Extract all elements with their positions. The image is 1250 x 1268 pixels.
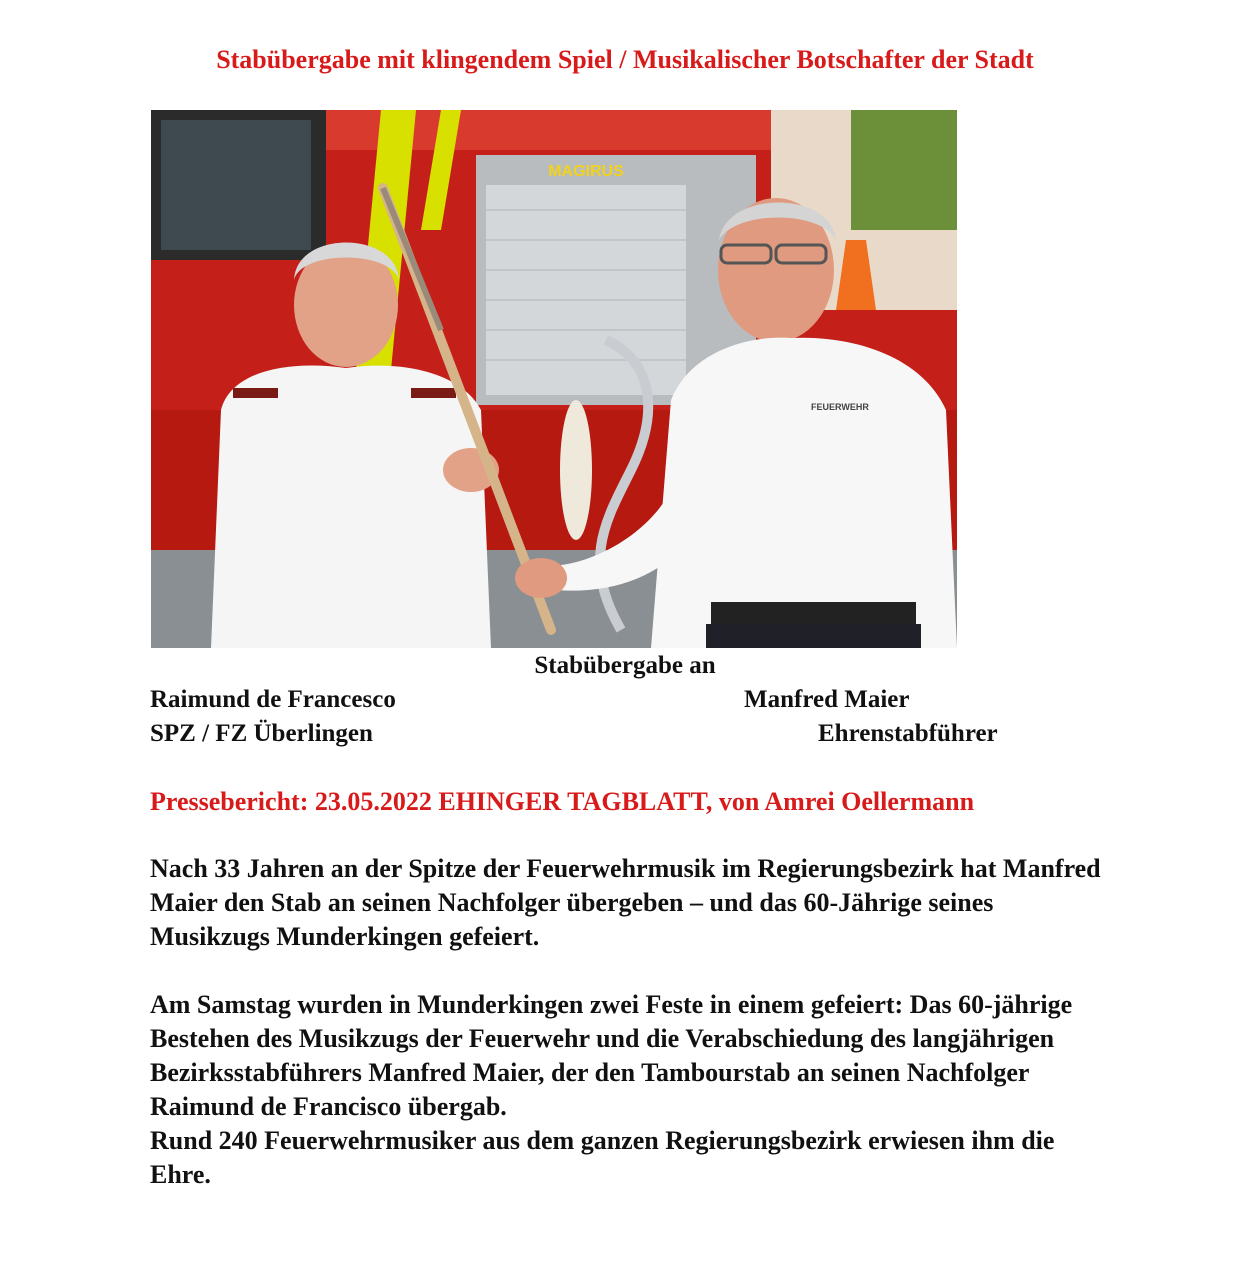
article-body [150,988,1110,1192]
truck-brand-text: MAGIRUS [548,163,624,180]
press-source: Pressebericht: 23.05.2022 EHINGER TAGBLATT, von Amrei Oellermann [150,787,975,816]
article-lead [150,852,1110,954]
handover-photo [151,110,957,648]
body-paragraph: Rund 240 Feuerwehrmusiker aus dem ganzen Regierungsbezirk erwiesen ihm die Ehre. [150,1126,1055,1189]
caption-right-name: Manfred Maier [744,686,910,713]
caption-left-role: SPZ / FZ Überlingen [150,720,373,747]
body-paragraph: Am Samstag wurden in Munderkingen zwei Feste in einem gefeiert: Das 60-jährige Bestehen des Musikzugs der Feuerwehr und die Verabschiedung des langjährigen Bezirksstabführers Manfred Maier, der den Tambourstab an seinen Nachfolger Raimund de Francisco übergab. [150,990,1073,1121]
article-title: Stabübergabe mit klingendem Spiel / Musikalischer Botschafter der Stadt [216,45,1034,74]
shirt-label-text: FEUERWEHR [811,402,869,412]
caption-left-name: Raimund de Francesco [150,686,396,713]
lead-paragraph: Nach 33 Jahren an der Spitze der Feuerwehrmusik im Regierungsbezirk hat Manfred Maier den Stab an seinen Nachfolger übergeben – und das 60-Jährige seines Musikzugs Munderkingen gefeiert. [150,854,1101,951]
caption-right-role: Ehrenstabführer [818,720,998,747]
caption-heading: Stabübergabe an [534,652,716,679]
